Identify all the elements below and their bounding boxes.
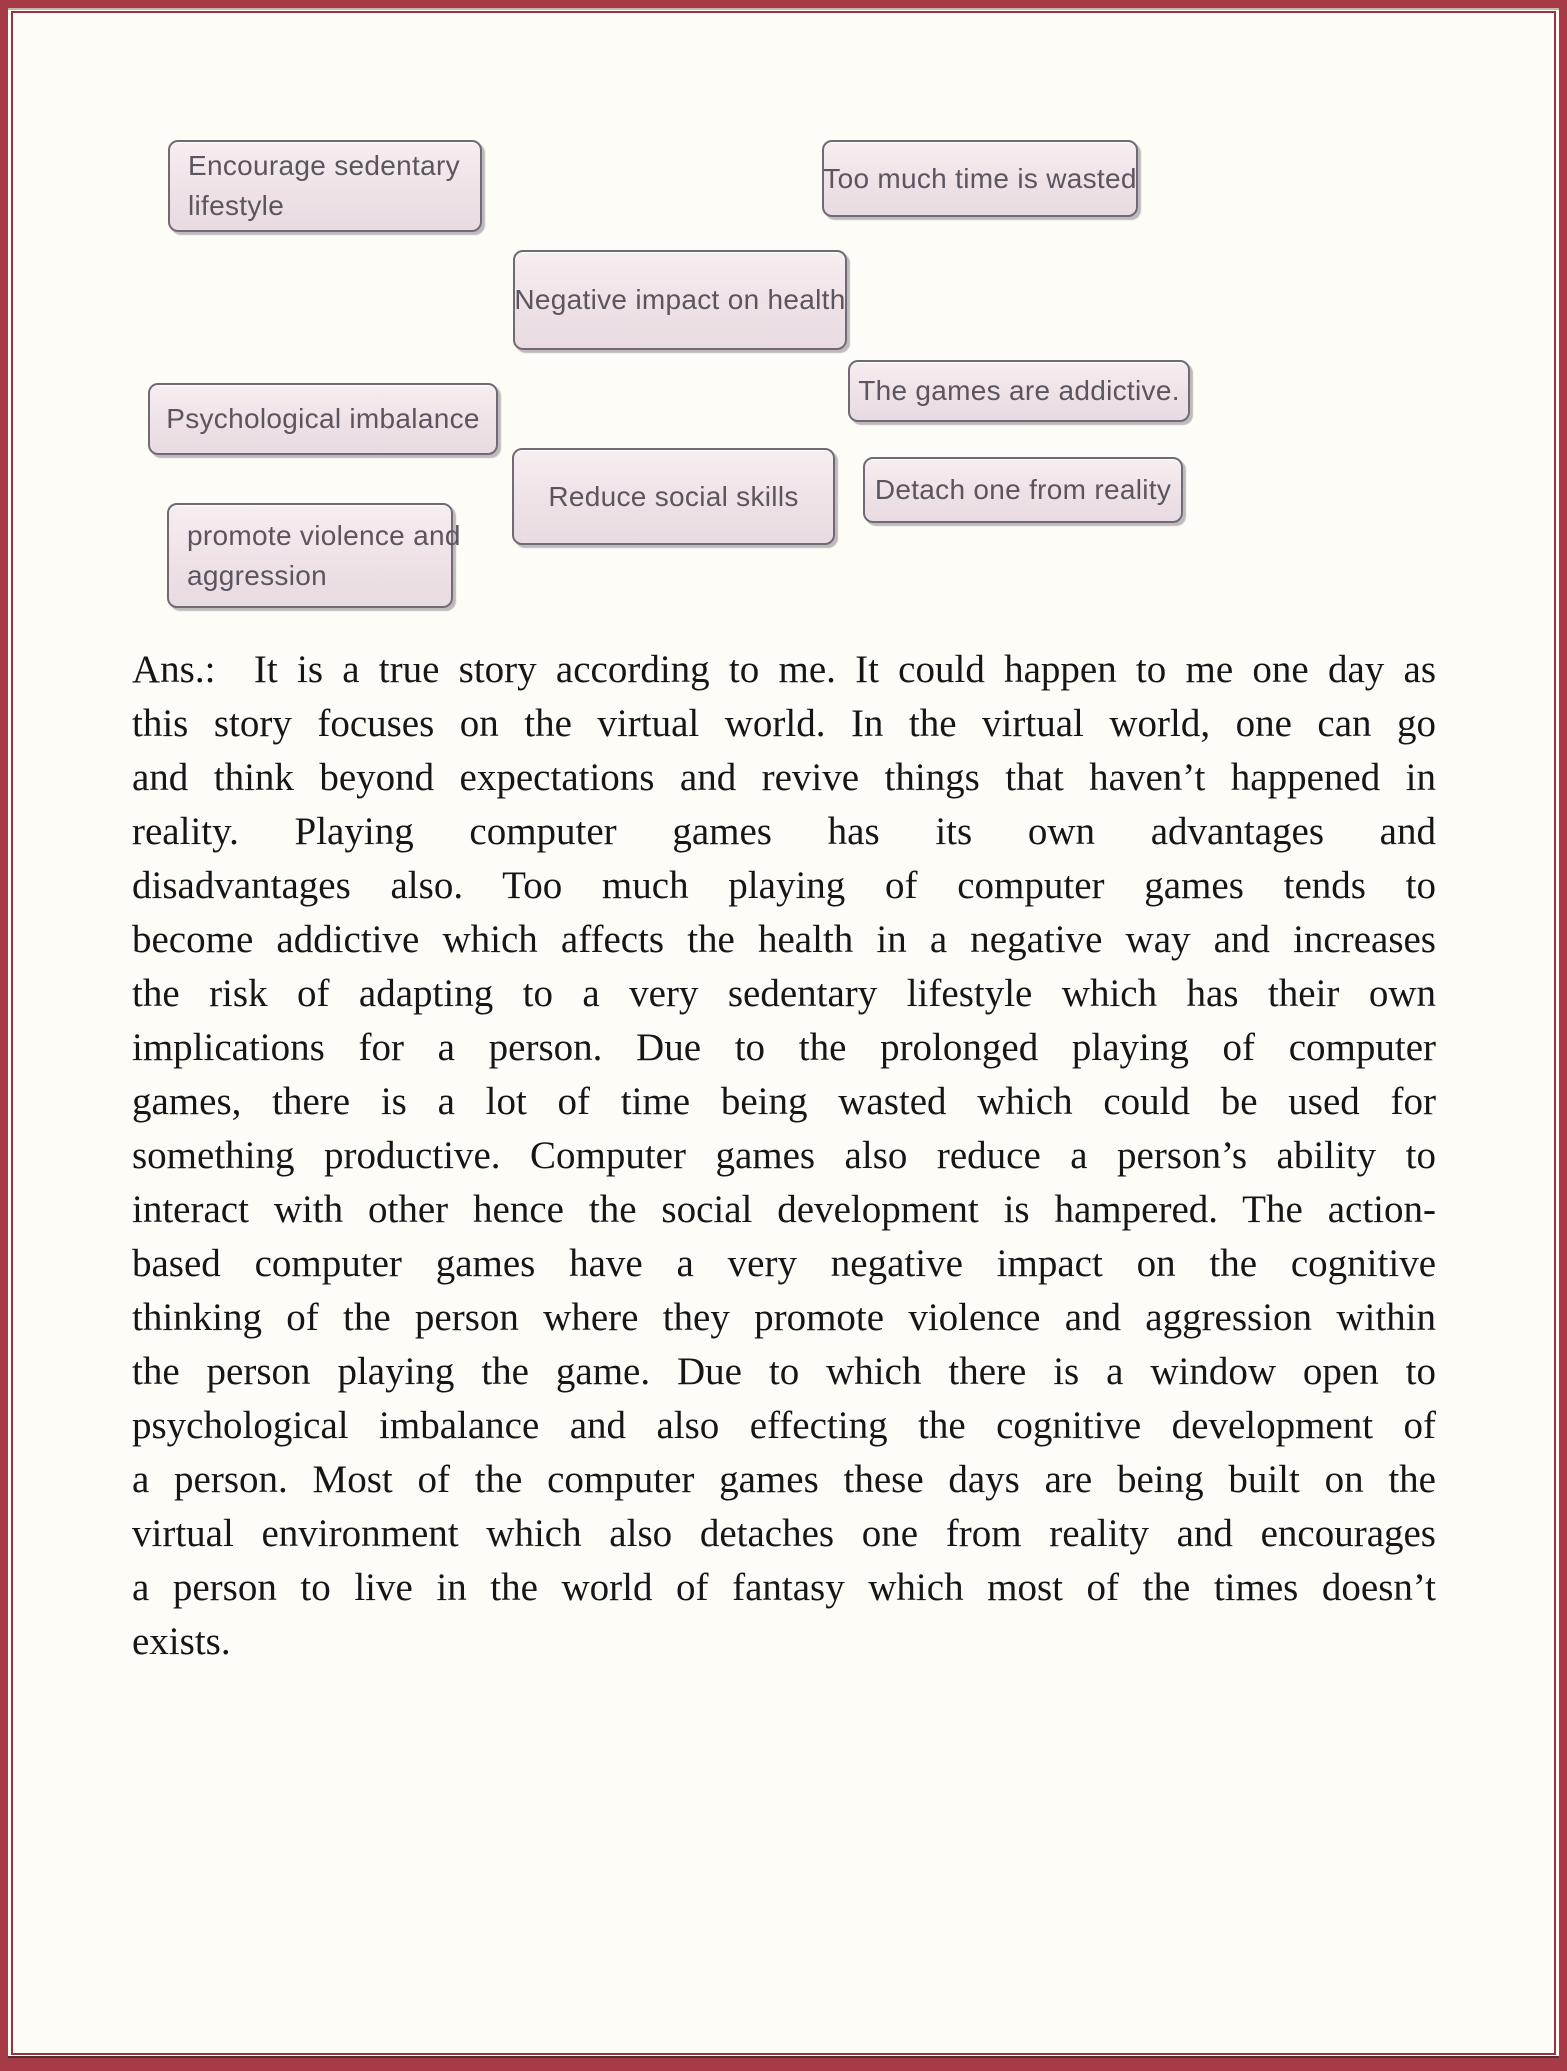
box-label-line: Encourage sedentary (188, 150, 460, 181)
answer-line: a person to live in the world of fantasy which most of the times doesn’t (132, 1566, 1436, 1609)
answer-line: reality. Playing computer games has its own advantages and (132, 810, 1436, 853)
answer-line: interact with other hence the social development is hampered. The action- (132, 1188, 1436, 1231)
answer-line: a person. Most of the computer games these days are being built on the (132, 1458, 1436, 1501)
answer-line: something productive. Computer games also reduce a person’s ability to (132, 1134, 1436, 1177)
box-psychological-imbalance (148, 383, 498, 455)
box-label-line: Negative impact on health (514, 284, 846, 315)
box-reduce-social-skills (512, 448, 835, 545)
box-games-are-addictive (848, 360, 1190, 422)
answer-line: and think beyond expectations and revive things that haven’t happened in (132, 756, 1436, 799)
answer-line: games, there is a lot of time being wasted which could be used for (132, 1080, 1436, 1123)
answer-line: exists. (132, 1620, 231, 1663)
box-label-line: promote violence and (187, 519, 461, 551)
answer-line: virtual environment which also detaches one from reality and encourages (132, 1512, 1436, 1555)
answer-line: psychological imbalance and also effecting the cognitive development of (132, 1404, 1436, 1447)
box-label-line: Too much time is wasted (823, 162, 1137, 194)
answer-line: disadvantages also. Too much playing of computer games tends to (132, 864, 1436, 907)
disadvantages-diagram (13, 13, 1554, 653)
box-too-much-time-wasted (822, 140, 1138, 217)
box-label-line: The games are addictive. (858, 375, 1180, 406)
box-label-line: Detach one from reality (874, 474, 1172, 505)
answer-line: Ans.: It is a true story according to me. It could happen to me one day as (132, 648, 1436, 691)
answer-line: this story focuses on the virtual world. In the virtual world, one can go (132, 702, 1436, 745)
box-label-line: Psychological imbalance (166, 403, 480, 434)
box-encourage-sedentary-lifestyle (168, 140, 482, 232)
answer-line: implications for a person. Due to the prolonged playing of computer (132, 1026, 1436, 1069)
answer-line: the risk of adapting to a very sedentary lifestyle which has their own (132, 972, 1436, 1015)
answer-line: the person playing the game. Due to which there is a window open to (132, 1350, 1436, 1393)
box-label-line: Reduce social skills (548, 480, 799, 512)
page-frame-gap (8, 8, 1559, 2058)
answer-paragraph (132, 643, 1436, 1669)
box-label-line: aggression (187, 559, 327, 591)
box-label-line: lifestyle (188, 190, 285, 221)
box-negative-impact-on-health (513, 250, 847, 350)
box-promote-violence-aggression (167, 503, 461, 608)
page (11, 11, 1556, 2055)
answer-line: thinking of the person where they promote violence and aggression within (132, 1296, 1436, 1339)
answer-line: based computer games have a very negative impact on the cognitive (132, 1242, 1436, 1285)
answer-line: become addictive which affects the health in a negative way and increases (132, 918, 1436, 961)
box-detach-one-from-reality (863, 457, 1183, 523)
